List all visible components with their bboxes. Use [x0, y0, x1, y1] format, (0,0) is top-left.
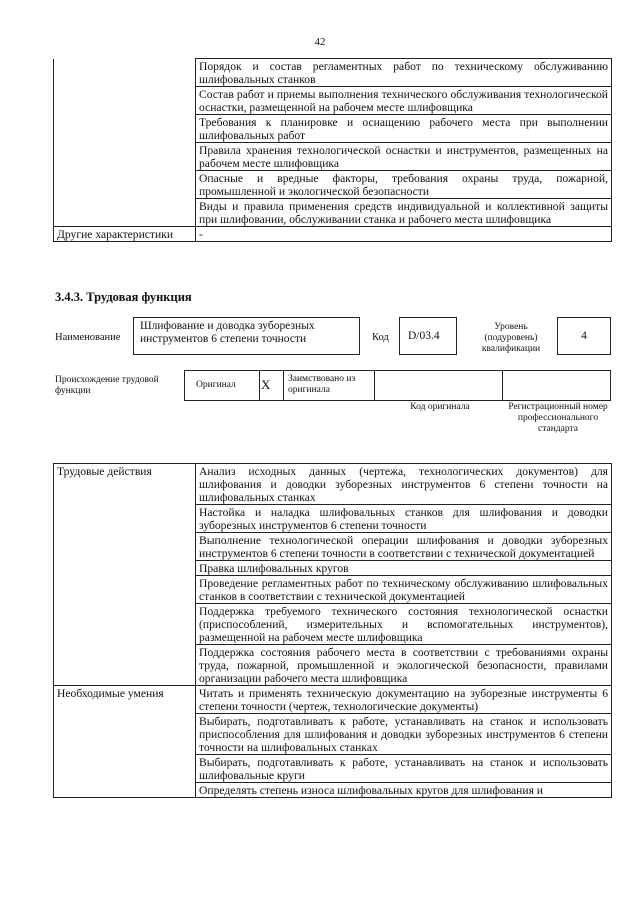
page-number: 42 [314, 36, 326, 48]
table-row [54, 115, 612, 143]
row-label [54, 505, 196, 533]
row-text: Выполнение технологической операции шлифования и доводки зуборезных инструментов 6 степени точности в соответствии с технической документацией [196, 533, 612, 561]
row-label: Другие характеристики [54, 227, 196, 242]
level-value: 4 [581, 330, 587, 342]
row-text: Опасные и вредные факторы, требования охраны труда, пожарной, промышленной и экологической безопасности [196, 171, 612, 199]
function-name-value: Шлифование и доводка зуборезных инструментов 6 степени точности [140, 320, 315, 345]
row-label [54, 714, 196, 755]
table-row [54, 505, 612, 533]
row-text: Порядок и состав регламентных работ по техническому обслуживанию шлифовальных станков [196, 59, 612, 87]
row-text: Определять степень износа шлифовальных кругов для шлифования и [196, 783, 612, 798]
row-text: Правка шлифовальных кругов [196, 561, 612, 576]
table-row [54, 171, 612, 199]
row-label [54, 604, 196, 645]
row-label [54, 143, 196, 171]
row-text: Читать и применять техническую документацию на зуборезные инструменты 6 степени точности (чертеж, технологические документы) [196, 686, 612, 714]
table-row [54, 645, 612, 686]
row-text: Правила хранения технологической оснастки и инструментов, размещенных на рабочем месте шлифовщика [196, 143, 612, 171]
row-label [54, 115, 196, 143]
original-mark: X [261, 377, 271, 392]
row-label [54, 783, 196, 798]
row-label [54, 87, 196, 115]
borrowed-label: Заимствовано из оригинала [288, 374, 356, 395]
original-label: Оригинал [196, 380, 236, 390]
row-text: Требования к планировке и оснащению рабочего места при выполнении шлифовальных работ [196, 115, 612, 143]
row-text: Выбирать, подготавливать к работе, устанавливать на станок и использовать приспособления для шлифования и доводки зуборезных инструментов 6 степени точности на шлифовальных станках [196, 714, 612, 755]
table-row [54, 464, 612, 505]
row-text: Выбирать, подготавливать к работе, устанавливать на станок и использовать шлифовальные круги [196, 755, 612, 783]
top-characteristics-table [53, 58, 612, 242]
row-text: - [196, 227, 612, 242]
table-row [54, 533, 612, 561]
name-label: Наименование [55, 332, 121, 343]
section-title: 3.4.3. Трудовая функция [55, 290, 192, 304]
labor-actions-table [53, 463, 612, 798]
table-row [54, 561, 612, 576]
row-text: Проведение регламентных работ по техническому обслуживанию шлифовальных станков в соответствии с технической документацией [196, 576, 612, 604]
row-label [54, 199, 196, 227]
table-row [54, 783, 612, 798]
function-name-box [133, 317, 360, 355]
row-text: Состав работ и приемы выполнения технического обслуживания технологической оснастки, размещенной на рабочем месте шлифовщика [196, 87, 612, 115]
reg-number-caption: Регистрационный номер профессионального стандарта [508, 402, 608, 434]
code-label: Код [372, 332, 389, 343]
row-label [54, 59, 196, 87]
row-label [54, 561, 196, 576]
code-value: D/03.4 [408, 330, 440, 342]
row-text: Поддержка требуемого технического состояния технологической оснастки (приспособлений, измерительных и вспомогательных инструментов), размещенной на рабочем месте шлифовщика [196, 604, 612, 645]
table-row [54, 199, 612, 227]
row-text: Анализ исходных данных (чертежа, технологических документов) для шлифования и доводки зуборезных инструментов 6 степени точности на шлифовальных станках [196, 464, 612, 505]
table-row [54, 755, 612, 783]
row-label [54, 755, 196, 783]
table-row [54, 227, 612, 242]
row-text: Настойка и наладка шлифовальных станков для шлифования и доводки зуборезных инструментов 6 степени точности [196, 505, 612, 533]
row-label [54, 576, 196, 604]
level-box [557, 317, 611, 355]
row-label: Трудовые действия [54, 464, 196, 505]
row-label [54, 533, 196, 561]
origin-table [184, 370, 611, 401]
table-row [54, 604, 612, 645]
table-row [54, 686, 612, 714]
row-label [54, 645, 196, 686]
row-label: Необходимые умения [54, 686, 196, 714]
row-label [54, 171, 196, 199]
origin-label: Происхождение трудовой функции [55, 375, 159, 396]
row-text: Поддержка состояния рабочего места в соответствии с требованиями охраны труда, пожарной, промышленной и экологической безопасности, правилами организации рабочего места шлифовщика [196, 645, 612, 686]
table-row [54, 143, 612, 171]
level-label: Уровень (подуровень) квалификации [481, 322, 541, 354]
row-text: Виды и правила применения средств индивидуальной и коллективной защиты при шлифовании, обслуживании станка и рабочего места шлифовщика [196, 199, 612, 227]
table-row [54, 576, 612, 604]
table-row [54, 59, 612, 87]
table-row [54, 714, 612, 755]
code-original-caption: Код оригинала [410, 402, 470, 412]
table-row [54, 87, 612, 115]
code-box [399, 317, 457, 355]
